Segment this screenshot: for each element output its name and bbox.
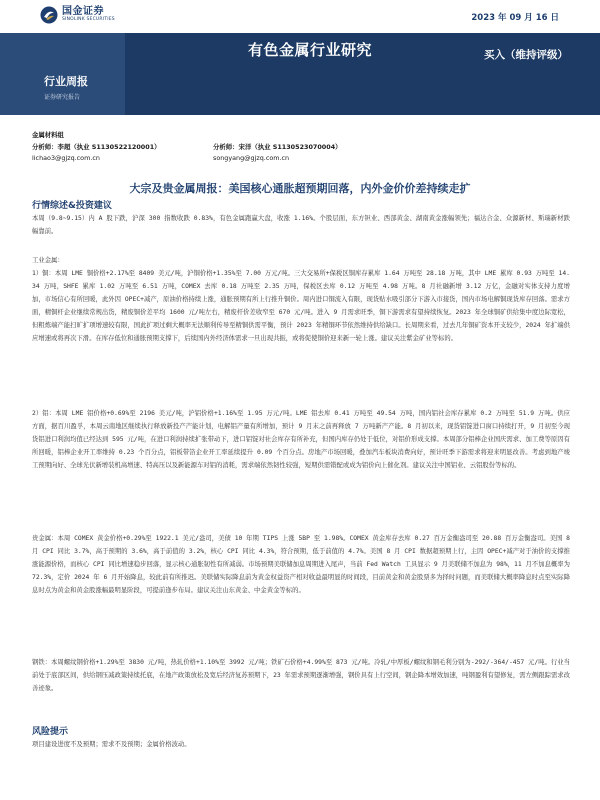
gold-paragraph: 贵金属：本周 COMEX 黄金价格+0.29%至 1922.1 美元/盎司，美债 10 年期 TIPS 上涨 5BP 至 1.98%。COMEX 黄金库存去库 0.27 百万金衡盎司至 20.88 百万金衡盎司。美国 8 月 CPI 同比 3.7%，高于预期的 3.6%，高于前值的 3.2%，核心 CPI 同比 4.3%，符合预期，低于前值的 4.7%。美国 8 月 CPI 数据超预期上行，主因 OPEC+减产对于油价的支撑推涨能源价格，而核心 CPI 同比增速稳步回落，显示核心通胀韧性有所减弱。市场预期美联储加息周期进入尾声，当前 Fed Watch 工具显示 9 月美联储不加息为 98%，11 月不加息概率为 72.3%，定价 2024 年 6 月开始降息，较此前有所推迟。美联储实际降息前为黄金权益资产相对收益最明显的时间段，目前黄金和黄金股票多为择时问题，而美联储大概率降息时点至实际降息时点为黄金和黄金股涨幅最明显阶段，可提前逢步布局。建议关注山东黄金、中金黄金等标的。 [32, 535, 570, 594]
report-date: 2023 年 09 月 16 日 [471, 13, 559, 23]
top-bar [0, 0, 600, 23]
steel-paragraph: 钢铁：本周螺纹钢价格+1.29%至 3830 元/吨，热轧价格+1.10%至 3992 元/吨；铁矿石价格+4.99%至 873 元/吨。冷轧/中厚板/螺纹和钢毛利分别为-292/-364/-457 元/吨。行业当前处于底部区间，供给钢压减政策持续托底，在地产政策放松及宽后经济复苏预期下，23 年需求预期逐渐增强，钢价具有上行空间，钢企降本增效加速，吨钢盈利有望修复，需左侧跟踪需求改善迹象。 [32, 659, 570, 692]
analyst-1: 分析师：李超（执业 S1130522120001） [32, 143, 161, 151]
risk-paragraph: 项目建设进度不及预期；需求不及预期；金属价格波动。 [32, 741, 191, 748]
report-main-title: 大宗及贵金属周报：美国核心通胀超预期回落，内外金价价差持续走扩 [129, 182, 471, 195]
analyst-1-email[interactable]: lichao3@gjzq.com.cn [32, 154, 100, 162]
rating-label: 买入（维持评级） [484, 49, 568, 61]
analyst-2: 分析师：宋洋（执业 S1130523070004） [213, 143, 342, 151]
summary-paragraph: 本周（9.8~9.15）内 A 股下跌，沪深 300 指数收跌 0.83%，有色金属跑赢大盘，收涨 1.16%。个股层面，东方钽业、西部黄金、湖南黄金涨幅领先；福达合金、众源新材、斯瑞新材跌幅靠前。 [32, 215, 570, 235]
analyst-2-email[interactable]: songyang@gjzq.com.cn [213, 154, 290, 162]
industrial-metals-heading: 工业金属： [32, 257, 64, 264]
report-subtype: 证券研究报告 [44, 94, 81, 101]
sinolink-logo-icon [40, 6, 58, 24]
report-type: 行业周报 [44, 75, 88, 88]
risk-heading: 风险提示 [32, 727, 69, 737]
summary-heading: 行情综述&投资建议 [32, 201, 112, 211]
aluminum-paragraph: 2）铝：本周 LME 铝价格+0.69%至 2196 美元/吨，沪铝价格+1.16%至 1.95 万元/吨。LME 铝去库 0.41 万吨至 49.54 万吨，国内铝社会库存累库 0.2 万吨至 51.9 万吨。供应方面，据百川盈孚，本周云南地区继续执行释放新投产产能计划，电解铝产量有所增加，预计 9 月末之前再释放 7 万吨新产产能。8 月初以来，现货铝锭进口窗口持续打开，9 月初至今现货铝进口利润均值已经达到 595 元/吨，在进口利润持续扩张带动下，进口铝锭对社会库存有所补充，但国内库存仍处于低位，对铝价形成支撑。本周部分铝棒企业国庆需求、加工费等原因有所回暖，铝棒企业开工率维持 0.23 个百分点，铝板带箔企业开工率延续提升 0.09 个百分点。房地产市场回暖，叠加汽车板块消费向好，预计旺季下游需求将迎来明显改善。考虑到地产竣工预期向好、全球光伏新增装机高增速、特高压以及新能源车对铝的消耗，需求端依然韧性较强，短期供需错配或成为铝价向上催化剂。建议关注中国铝业、云铝股份等标的。 [32, 410, 570, 469]
industry-title: 有色金属行业研究 [248, 41, 373, 59]
copper-paragraph: 1）铜：本周 LME 铜价格+2.17%至 8409 美元/吨，沪铜价格+1.35%至 7.00 万元/吨。三大交易所+保税区铜库存累库 1.64 万吨至 28.18 万吨，其中 LME 累库 0.93 万吨至 14.34 万吨，SHFE 累库 1.02 万吨至 6.51 万吨，COMEX 去库 0.18 万吨至 2.35 万吨，保税区去库 0.12 万吨至 4.98 万吨。8 月社融新增 3.12 万亿，金融对实体支持力度增加，市场信心有所回暖，此外因 OPEC+减产，原油价格持续上涨，通胀预期有所上行推升铜价。周内进口铜流入有限，现货贴水吸引部分下游入市接货，国内市场电解铜现货库存回落。需求方面，精铜杆企业继续常规出货，精废铜价差平均 1600 元/吨左右，精废杆价差收窄至 670 元/吨。进入 9 月需求旺季，铜下游需求有望持续恢复。2023 年全球铜矿供给集中度边际宽松，但粗炼端产能扫旷扩项增速较有限，国此扩项过剩大概率无法顺利传导至精铜供需平衡，预计 2023 年精铜环节依然维持供给缺口。长周期来看，过去几年铜矿资本开支较少，2024 年扩端供应增速或将再次下滑。在库存低位和通胀预期支撑下，后续国内外经济体需求一旦出现共振，或将促使铜价迎来新一轮上涨。建议关注紫金矿业等标的。 [32, 270, 570, 342]
logo-chinese-name: 国金证券 [62, 6, 104, 18]
analyst-group: 金属材料组 [32, 131, 64, 139]
brand-logo [40, 6, 115, 24]
logo-english-name: SINOLINK SECURITIES [62, 17, 115, 23]
